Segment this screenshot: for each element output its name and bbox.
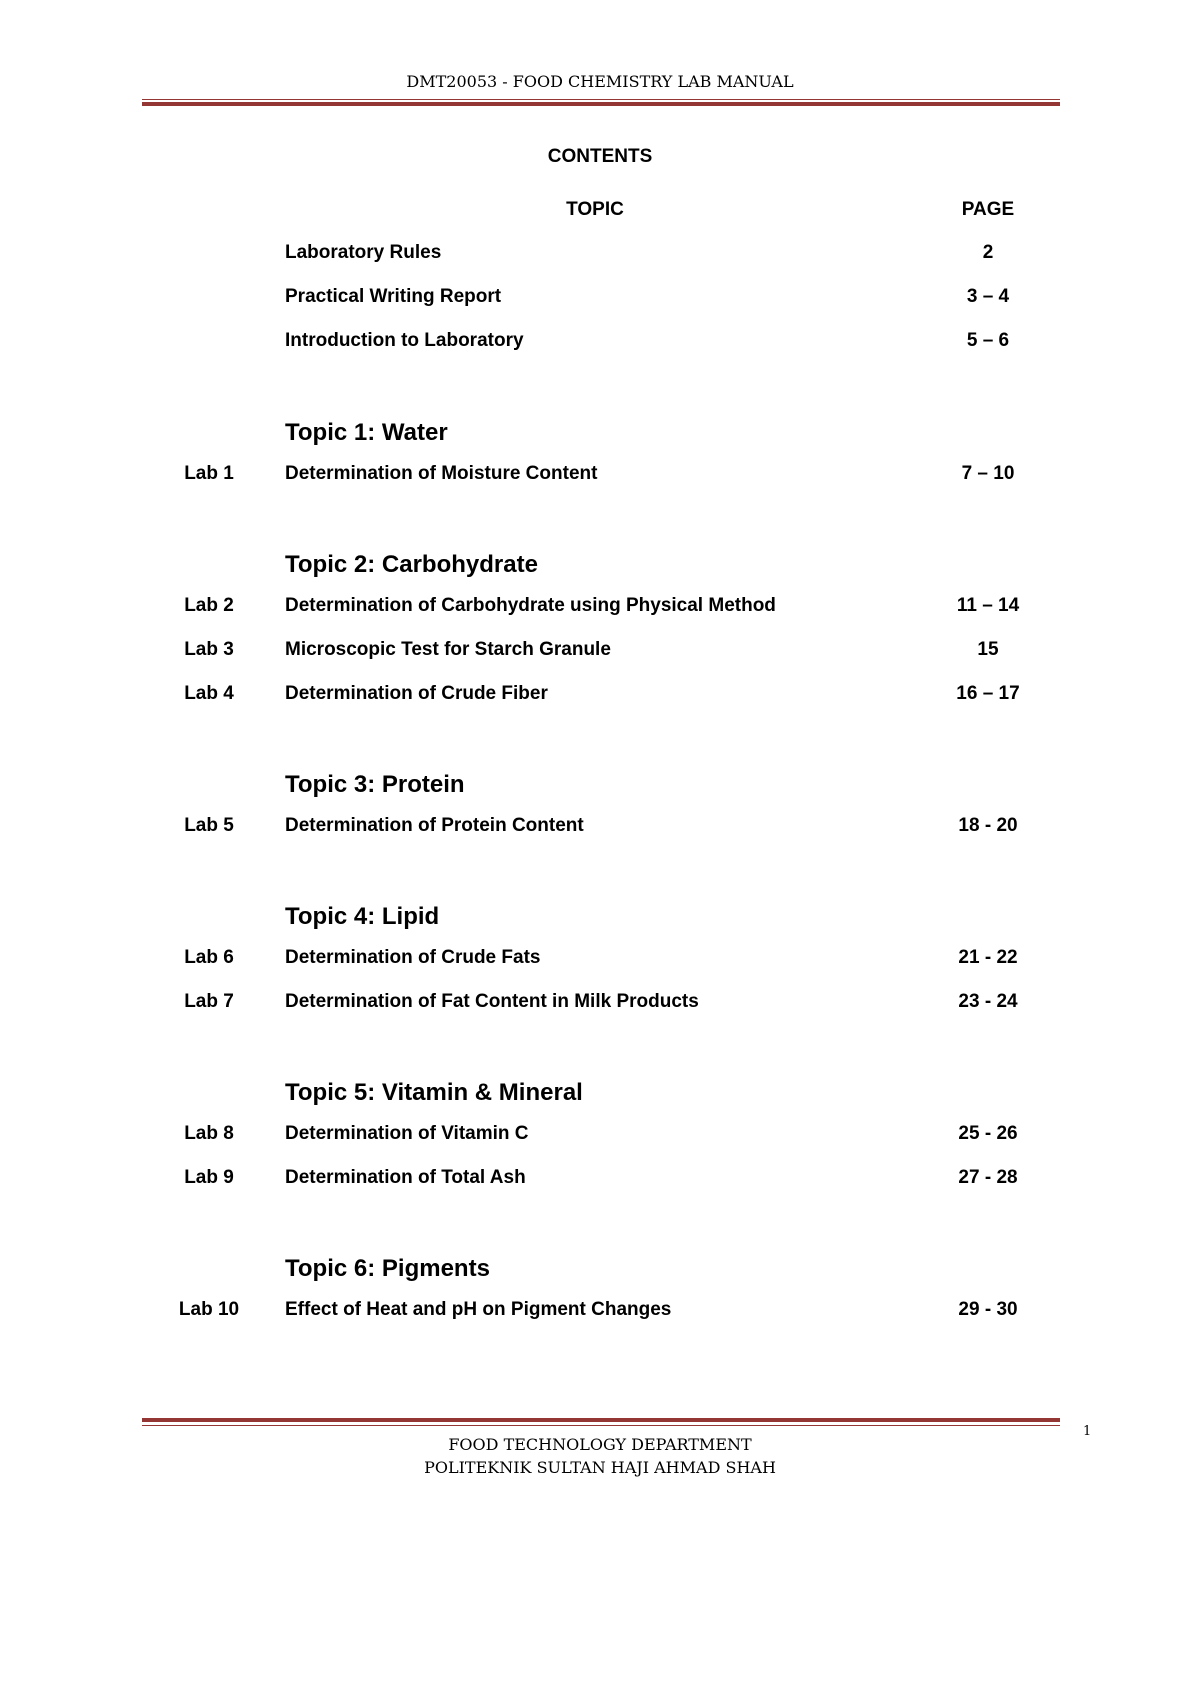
toc-entry-title: Determination of Fat Content in Milk Products: [285, 991, 699, 1012]
toc-row: [0, 1123, 1200, 1149]
lab-number: Lab 5: [184, 815, 234, 836]
toc-entry-title: Determination of Vitamin C: [285, 1123, 529, 1144]
lab-number: Lab 2: [184, 595, 234, 616]
toc-entry-page: 5 – 6: [966, 330, 1010, 351]
lab-number: Lab 1: [184, 463, 234, 484]
lab-number: Lab 7: [184, 991, 234, 1012]
toc-entry-title: Practical Writing Report: [285, 286, 502, 307]
toc-entry-page: 18 - 20: [958, 815, 1018, 836]
toc-entry-page: 23 - 24: [958, 991, 1018, 1012]
toc-entry-page: 11 – 14: [956, 595, 1020, 616]
contents-title: CONTENTS: [547, 146, 653, 167]
toc-row: [0, 595, 1200, 621]
toc-entry-title: Determination of Crude Fats: [285, 947, 541, 968]
lab-number: Lab 8: [184, 1123, 234, 1144]
toc-entry-page: 2: [982, 242, 994, 263]
lab-number: Lab 10: [178, 1299, 240, 1320]
footer-department: FOOD TECHNOLOGY DEPARTMENT: [448, 1435, 752, 1454]
toc-entry-page: 25 - 26: [958, 1123, 1018, 1144]
toc-row: [0, 286, 1200, 312]
header-divider-thick: [142, 102, 1060, 106]
toc-row: [0, 991, 1200, 1017]
lab-number: Lab 3: [184, 639, 234, 660]
toc-entry-page: 7 – 10: [961, 463, 1015, 484]
topic-column-header: TOPIC: [566, 199, 624, 220]
toc-entry-title: Introduction to Laboratory: [285, 330, 524, 351]
topic-heading: Topic 2: Carbohydrate: [285, 551, 538, 578]
toc-entry-title: Effect of Heat and pH on Pigment Changes: [285, 1299, 672, 1320]
toc-entry-title: Determination of Moisture Content: [285, 463, 598, 484]
toc-row: [0, 815, 1200, 841]
toc-row: [0, 683, 1200, 709]
footer-institution: POLITEKNIK SULTAN HAJI AHMAD SHAH: [424, 1458, 776, 1477]
toc-row: [0, 1299, 1200, 1325]
topic-heading: Topic 5: Vitamin & Mineral: [285, 1079, 583, 1106]
topic-heading: Topic 3: Protein: [285, 771, 465, 798]
toc-entry-title: Determination of Carbohydrate using Physical Method: [285, 595, 776, 616]
lab-number: Lab 4: [184, 683, 234, 704]
toc-row: [0, 1167, 1200, 1193]
toc-entry-title: Determination of Total Ash: [285, 1167, 526, 1188]
toc-entry-page: 27 - 28: [958, 1167, 1018, 1188]
toc-row: [0, 242, 1200, 268]
topic-heading: Topic 4: Lipid: [285, 903, 440, 930]
header-divider-thin: [142, 99, 1060, 100]
toc-entry-page: 21 - 22: [958, 947, 1018, 968]
toc-entry-title: Laboratory Rules: [285, 242, 442, 263]
topic-heading: Topic 1: Water: [285, 419, 448, 446]
footer-divider-thin: [142, 1425, 1060, 1426]
toc-entry-page: 15: [977, 639, 999, 660]
footer-divider-thick: [142, 1418, 1060, 1422]
toc-row: [0, 330, 1200, 356]
toc-row: [0, 947, 1200, 973]
toc-entry-page: 3 – 4: [966, 286, 1010, 307]
lab-number: Lab 9: [184, 1167, 234, 1188]
page-number: 1: [1083, 1424, 1092, 1439]
toc-row: [0, 639, 1200, 665]
toc-entry-title: Determination of Crude Fiber: [285, 683, 548, 704]
lab-number: Lab 6: [184, 947, 234, 968]
toc-entry-page: 29 - 30: [958, 1299, 1018, 1320]
page-column-header: PAGE: [961, 199, 1015, 220]
document-header-title: DMT20053 - FOOD CHEMISTRY LAB MANUAL: [406, 72, 794, 91]
topic-heading: Topic 6: Pigments: [285, 1255, 490, 1282]
toc-entry-page: 16 – 17: [956, 683, 1020, 704]
toc-entry-title: Determination of Protein Content: [285, 815, 584, 836]
toc-entry-title: Microscopic Test for Starch Granule: [285, 639, 611, 660]
toc-row: [0, 463, 1200, 489]
